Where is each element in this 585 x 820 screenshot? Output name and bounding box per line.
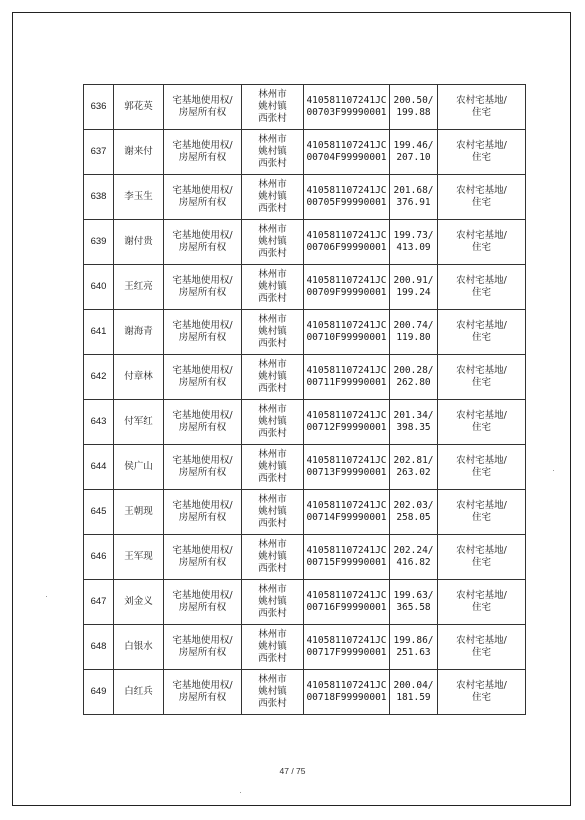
unit-code-cell-text: 410581107241JC 00715F99990001 xyxy=(306,545,387,568)
usage-cell xyxy=(438,130,526,175)
usage-cell xyxy=(438,670,526,715)
usage-cell xyxy=(438,400,526,445)
row-number-cell xyxy=(84,130,114,175)
table-row xyxy=(84,670,526,715)
usage-cell-text: 农村宅基地/ 住宅 xyxy=(456,365,507,388)
owner-name-cell-text: 王红亮 xyxy=(124,281,153,292)
right-type-cell-text: 宅基地使用权/ 房屋所有权 xyxy=(172,365,233,388)
unit-code-cell xyxy=(304,220,390,265)
table-row xyxy=(84,490,526,535)
owner-name-cell-text: 王朝现 xyxy=(124,506,153,517)
table-row xyxy=(84,625,526,670)
usage-cell-text: 农村宅基地/ 住宅 xyxy=(456,95,507,118)
unit-code-cell-text: 410581107241JC 00710F99990001 xyxy=(306,320,387,343)
usage-cell-text: 农村宅基地/ 住宅 xyxy=(456,680,507,703)
owner-name-cell-text: 白红兵 xyxy=(124,686,153,697)
registry-table-body xyxy=(84,85,526,715)
location-cell-text: 林州市 姚村镇 西张村 xyxy=(258,449,287,484)
usage-cell-text: 农村宅基地/ 住宅 xyxy=(456,230,507,253)
area-cell-text: 199.63/ 365.58 xyxy=(393,590,434,613)
unit-code-cell-text: 410581107241JC 00714F99990001 xyxy=(306,500,387,523)
unit-code-cell xyxy=(304,310,390,355)
usage-cell-text: 农村宅基地/ 住宅 xyxy=(456,410,507,433)
row-number-cell xyxy=(84,580,114,625)
row-number-cell-text: 642 xyxy=(90,371,107,382)
area-cell xyxy=(390,355,438,400)
table-row xyxy=(84,220,526,265)
row-number-cell-text: 645 xyxy=(90,506,107,517)
table-row xyxy=(84,130,526,175)
area-cell-text: 201.68/ 376.91 xyxy=(393,185,434,208)
owner-name-cell xyxy=(114,400,164,445)
area-cell xyxy=(390,535,438,580)
area-cell xyxy=(390,670,438,715)
usage-cell-text: 农村宅基地/ 住宅 xyxy=(456,320,507,343)
location-cell xyxy=(242,265,304,310)
area-cell xyxy=(390,265,438,310)
location-cell xyxy=(242,625,304,670)
table-row xyxy=(84,310,526,355)
row-number-cell xyxy=(84,670,114,715)
location-cell-text: 林州市 姚村镇 西张村 xyxy=(258,494,287,529)
area-cell-text: 200.50/ 199.88 xyxy=(393,95,434,118)
location-cell xyxy=(242,490,304,535)
owner-name-cell-text: 谢海青 xyxy=(124,326,153,337)
area-cell-text: 202.03/ 258.05 xyxy=(393,500,434,523)
right-type-cell xyxy=(164,670,242,715)
usage-cell-text: 农村宅基地/ 住宅 xyxy=(456,590,507,613)
location-cell xyxy=(242,310,304,355)
unit-code-cell-text: 410581107241JC 00716F99990001 xyxy=(306,590,387,613)
row-number-cell-text: 640 xyxy=(90,281,107,292)
location-cell-text: 林州市 姚村镇 西张村 xyxy=(258,584,287,619)
usage-cell xyxy=(438,535,526,580)
owner-name-cell xyxy=(114,535,164,580)
row-number-cell-text: 636 xyxy=(90,101,107,112)
usage-cell xyxy=(438,265,526,310)
area-cell-text: 202.24/ 416.82 xyxy=(393,545,434,568)
area-cell-text: 199.46/ 207.10 xyxy=(393,140,434,163)
row-number-cell xyxy=(84,400,114,445)
unit-code-cell xyxy=(304,670,390,715)
area-cell xyxy=(390,220,438,265)
location-cell xyxy=(242,175,304,220)
area-cell xyxy=(390,445,438,490)
area-cell xyxy=(390,400,438,445)
owner-name-cell-text: 李玉生 xyxy=(124,191,153,202)
right-type-cell xyxy=(164,535,242,580)
unit-code-cell xyxy=(304,355,390,400)
unit-code-cell xyxy=(304,400,390,445)
row-number-cell-text: 648 xyxy=(90,641,107,652)
right-type-cell-text: 宅基地使用权/ 房屋所有权 xyxy=(172,275,233,298)
owner-name-cell-text: 刘金义 xyxy=(124,596,153,607)
right-type-cell xyxy=(164,490,242,535)
unit-code-cell xyxy=(304,445,390,490)
owner-name-cell-text: 郭花英 xyxy=(124,101,153,112)
table-row xyxy=(84,535,526,580)
row-number-cell xyxy=(84,445,114,490)
registry-table xyxy=(83,84,526,715)
area-cell-text: 199.73/ 413.09 xyxy=(393,230,434,253)
right-type-cell-text: 宅基地使用权/ 房屋所有权 xyxy=(172,320,233,343)
row-number-cell xyxy=(84,310,114,355)
row-number-cell xyxy=(84,535,114,580)
location-cell-text: 林州市 姚村镇 西张村 xyxy=(258,224,287,259)
location-cell xyxy=(242,85,304,130)
right-type-cell-text: 宅基地使用权/ 房屋所有权 xyxy=(172,590,233,613)
scan-speck xyxy=(46,596,47,597)
table-row xyxy=(84,580,526,625)
unit-code-cell-text: 410581107241JC 00713F99990001 xyxy=(306,455,387,478)
usage-cell xyxy=(438,580,526,625)
owner-name-cell xyxy=(114,445,164,490)
right-type-cell xyxy=(164,175,242,220)
area-cell xyxy=(390,490,438,535)
owner-name-cell-text: 王军现 xyxy=(124,551,153,562)
usage-cell xyxy=(438,220,526,265)
owner-name-cell-text: 白银水 xyxy=(124,641,153,652)
area-cell-text: 202.81/ 263.02 xyxy=(393,455,434,478)
row-number-cell-text: 646 xyxy=(90,551,107,562)
scan-speck xyxy=(240,792,241,793)
table-row xyxy=(84,445,526,490)
right-type-cell-text: 宅基地使用权/ 房屋所有权 xyxy=(172,455,233,478)
usage-cell-text: 农村宅基地/ 住宅 xyxy=(456,455,507,478)
location-cell xyxy=(242,400,304,445)
right-type-cell-text: 宅基地使用权/ 房屋所有权 xyxy=(172,230,233,253)
owner-name-cell xyxy=(114,625,164,670)
owner-name-cell-text: 侯广山 xyxy=(124,461,153,472)
location-cell xyxy=(242,220,304,265)
unit-code-cell xyxy=(304,265,390,310)
usage-cell xyxy=(438,175,526,220)
location-cell-text: 林州市 姚村镇 西张村 xyxy=(258,674,287,709)
area-cell-text: 201.34/ 398.35 xyxy=(393,410,434,433)
location-cell xyxy=(242,535,304,580)
area-cell xyxy=(390,175,438,220)
usage-cell xyxy=(438,355,526,400)
owner-name-cell xyxy=(114,175,164,220)
area-cell xyxy=(390,580,438,625)
owner-name-cell xyxy=(114,220,164,265)
location-cell-text: 林州市 姚村镇 西张村 xyxy=(258,269,287,304)
table-row xyxy=(84,175,526,220)
location-cell-text: 林州市 姚村镇 西张村 xyxy=(258,179,287,214)
usage-cell xyxy=(438,85,526,130)
right-type-cell xyxy=(164,130,242,175)
row-number-cell-text: 644 xyxy=(90,461,107,472)
right-type-cell-text: 宅基地使用权/ 房屋所有权 xyxy=(172,635,233,658)
unit-code-cell xyxy=(304,535,390,580)
usage-cell-text: 农村宅基地/ 住宅 xyxy=(456,500,507,523)
owner-name-cell xyxy=(114,490,164,535)
right-type-cell xyxy=(164,580,242,625)
location-cell xyxy=(242,580,304,625)
unit-code-cell-text: 410581107241JC 00718F99990001 xyxy=(306,680,387,703)
row-number-cell-text: 641 xyxy=(90,326,107,337)
area-cell xyxy=(390,310,438,355)
unit-code-cell xyxy=(304,130,390,175)
location-cell xyxy=(242,355,304,400)
owner-name-cell-text: 付军红 xyxy=(124,416,153,427)
owner-name-cell-text: 谢付贵 xyxy=(124,236,153,247)
right-type-cell xyxy=(164,265,242,310)
right-type-cell-text: 宅基地使用权/ 房屋所有权 xyxy=(172,500,233,523)
unit-code-cell-text: 410581107241JC 00711F99990001 xyxy=(306,365,387,388)
unit-code-cell xyxy=(304,580,390,625)
row-number-cell xyxy=(84,85,114,130)
location-cell xyxy=(242,670,304,715)
owner-name-cell-text: 付章林 xyxy=(124,371,153,382)
usage-cell-text: 农村宅基地/ 住宅 xyxy=(456,275,507,298)
usage-cell xyxy=(438,445,526,490)
unit-code-cell xyxy=(304,625,390,670)
row-number-cell-text: 649 xyxy=(90,686,107,697)
owner-name-cell xyxy=(114,580,164,625)
usage-cell-text: 农村宅基地/ 住宅 xyxy=(456,185,507,208)
right-type-cell-text: 宅基地使用权/ 房屋所有权 xyxy=(172,185,233,208)
row-number-cell-text: 638 xyxy=(90,191,107,202)
unit-code-cell-text: 410581107241JC 00717F99990001 xyxy=(306,635,387,658)
page-number: 47 / 75 xyxy=(279,766,306,776)
location-cell-text: 林州市 姚村镇 西张村 xyxy=(258,629,287,664)
area-cell xyxy=(390,625,438,670)
table-row xyxy=(84,400,526,445)
unit-code-cell-text: 410581107241JC 00704F99990001 xyxy=(306,140,387,163)
row-number-cell xyxy=(84,355,114,400)
row-number-cell-text: 637 xyxy=(90,146,107,157)
area-cell-text: 200.04/ 181.59 xyxy=(393,680,434,703)
owner-name-cell xyxy=(114,310,164,355)
unit-code-cell-text: 410581107241JC 00705F99990001 xyxy=(306,185,387,208)
location-cell-text: 林州市 姚村镇 西张村 xyxy=(258,314,287,349)
area-cell-text: 200.28/ 262.80 xyxy=(393,365,434,388)
usage-cell xyxy=(438,310,526,355)
usage-cell-text: 农村宅基地/ 住宅 xyxy=(456,635,507,658)
area-cell xyxy=(390,130,438,175)
unit-code-cell-text: 410581107241JC 00709F99990001 xyxy=(306,275,387,298)
right-type-cell xyxy=(164,400,242,445)
right-type-cell-text: 宅基地使用权/ 房屋所有权 xyxy=(172,95,233,118)
unit-code-cell-text: 410581107241JC 00706F99990001 xyxy=(306,230,387,253)
row-number-cell-text: 643 xyxy=(90,416,107,427)
unit-code-cell xyxy=(304,490,390,535)
right-type-cell xyxy=(164,85,242,130)
row-number-cell xyxy=(84,265,114,310)
right-type-cell xyxy=(164,445,242,490)
right-type-cell xyxy=(164,220,242,265)
area-cell-text: 199.86/ 251.63 xyxy=(393,635,434,658)
owner-name-cell xyxy=(114,670,164,715)
owner-name-cell xyxy=(114,130,164,175)
owner-name-cell xyxy=(114,265,164,310)
table-row xyxy=(84,265,526,310)
location-cell xyxy=(242,445,304,490)
row-number-cell-text: 647 xyxy=(90,596,107,607)
right-type-cell-text: 宅基地使用权/ 房屋所有权 xyxy=(172,410,233,433)
location-cell xyxy=(242,130,304,175)
location-cell-text: 林州市 姚村镇 西张村 xyxy=(258,404,287,439)
owner-name-cell xyxy=(114,355,164,400)
usage-cell-text: 农村宅基地/ 住宅 xyxy=(456,140,507,163)
usage-cell xyxy=(438,490,526,535)
unit-code-cell xyxy=(304,175,390,220)
table-row xyxy=(84,355,526,400)
row-number-cell xyxy=(84,220,114,265)
location-cell-text: 林州市 姚村镇 西张村 xyxy=(258,89,287,124)
right-type-cell xyxy=(164,355,242,400)
location-cell-text: 林州市 姚村镇 西张村 xyxy=(258,539,287,574)
scan-speck xyxy=(553,470,554,471)
row-number-cell xyxy=(84,625,114,670)
location-cell-text: 林州市 姚村镇 西张村 xyxy=(258,359,287,394)
area-cell-text: 200.91/ 199.24 xyxy=(393,275,434,298)
area-cell xyxy=(390,85,438,130)
right-type-cell-text: 宅基地使用权/ 房屋所有权 xyxy=(172,545,233,568)
unit-code-cell xyxy=(304,85,390,130)
right-type-cell-text: 宅基地使用权/ 房屋所有权 xyxy=(172,140,233,163)
unit-code-cell-text: 410581107241JC 00712F99990001 xyxy=(306,410,387,433)
row-number-cell xyxy=(84,175,114,220)
usage-cell-text: 农村宅基地/ 住宅 xyxy=(456,545,507,568)
area-cell-text: 200.74/ 119.80 xyxy=(393,320,434,343)
usage-cell xyxy=(438,625,526,670)
row-number-cell-text: 639 xyxy=(90,236,107,247)
unit-code-cell-text: 410581107241JC 00703F99990001 xyxy=(306,95,387,118)
row-number-cell xyxy=(84,490,114,535)
right-type-cell xyxy=(164,310,242,355)
location-cell-text: 林州市 姚村镇 西张村 xyxy=(258,134,287,169)
right-type-cell xyxy=(164,625,242,670)
right-type-cell-text: 宅基地使用权/ 房屋所有权 xyxy=(172,680,233,703)
owner-name-cell xyxy=(114,85,164,130)
owner-name-cell-text: 谢来付 xyxy=(124,146,153,157)
table-row xyxy=(84,85,526,130)
